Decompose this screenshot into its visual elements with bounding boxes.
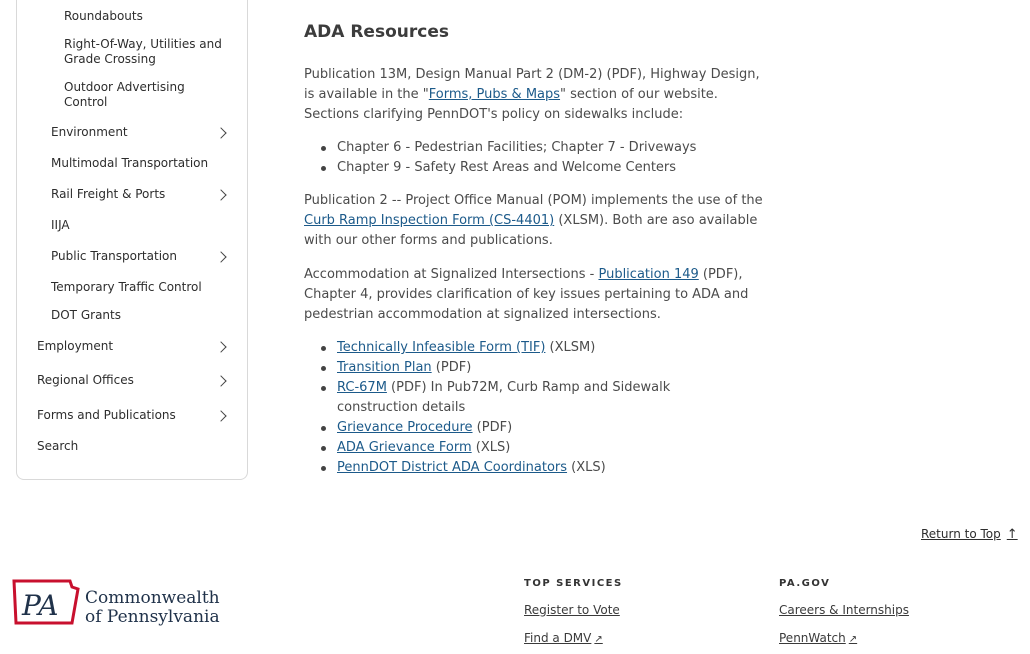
link-label: PennWatch — [779, 631, 846, 645]
forms-pubs-maps-link[interactable]: Forms, Pubs & Maps — [428, 87, 561, 102]
return-to-top-button[interactable] — [921, 527, 1018, 542]
sidebar-item-environment[interactable] — [51, 125, 128, 140]
external-link-icon: ↗ — [594, 634, 603, 645]
sidebar-item-rail-freight[interactable] — [51, 187, 165, 202]
sidebar-item-forms-publications[interactable] — [37, 408, 176, 423]
careers-internships-link[interactable] — [779, 603, 909, 617]
register-to-vote-link[interactable] — [524, 603, 620, 617]
ada-grievance-form-link[interactable]: ADA Grievance Form — [337, 440, 472, 455]
curb-ramp-form-link[interactable]: Curb Ramp Inspection Form (CS-4401) — [304, 213, 555, 228]
sidebar-item-label: DOT Grants — [51, 308, 121, 322]
sidebar-item-roundabouts[interactable] — [64, 9, 143, 24]
file-type: (PDF) In Pub72M, Curb Ramp and Sidewalk construction details — [337, 380, 671, 415]
sidebar-item-iija[interactable] — [51, 218, 70, 233]
chevron-right-icon[interactable] — [215, 341, 226, 352]
district-coordinators-link[interactable]: PennDOT District ADA Coordinators — [337, 460, 568, 475]
chevron-right-icon[interactable] — [215, 127, 226, 138]
logo-mark-text: PA — [22, 589, 59, 622]
sidebar-item-label: Regional Offices — [37, 373, 134, 387]
file-type: (XLSM) — [545, 340, 596, 355]
list-item — [304, 358, 749, 378]
sidebar-item-employment[interactable] — [37, 339, 113, 354]
sidebar-item-dot-grants[interactable] — [51, 308, 121, 323]
sidebar-item-outdoor-advertising[interactable] — [64, 80, 194, 110]
commonwealth-logo-text[interactable] — [85, 589, 220, 627]
sidebar-item-right-of-way[interactable] — [64, 37, 224, 67]
top-services-heading: TOP SERVICES — [524, 578, 623, 589]
paragraph-publication-2 — [304, 191, 774, 251]
sidebar-item-label: Temporary Traffic Control — [51, 280, 202, 294]
arrow-up-icon: ↑ — [1006, 527, 1018, 542]
chevron-right-icon[interactable] — [215, 251, 226, 262]
find-a-dmv-link[interactable] — [524, 631, 603, 645]
transition-plan-link[interactable]: Transition Plan — [337, 360, 432, 375]
file-type: (XLS) — [567, 460, 606, 475]
file-type: (PDF) — [472, 420, 513, 435]
publication-149-link[interactable]: Publication 149 — [598, 267, 699, 282]
sidewalk-chapters-list — [304, 138, 774, 178]
external-link-icon: ↗ — [848, 634, 858, 645]
list-item — [304, 458, 749, 478]
pa-logo-icon[interactable] — [12, 577, 80, 631]
sidebar-item-regional-offices[interactable] — [37, 373, 134, 388]
sidebar-item-label: Environment — [51, 125, 128, 139]
rc-67m-link[interactable]: RC-67M — [337, 380, 387, 395]
sidebar-item-public-transportation[interactable] — [51, 249, 177, 264]
sidebar-item-label: Outdoor Advertising Control — [64, 80, 185, 109]
paragraph-text: Accommodation at Signalized Intersections - — [304, 267, 599, 282]
sidebar-item-search[interactable] — [37, 439, 78, 454]
sidebar-item-temporary-traffic[interactable] — [51, 280, 202, 295]
paragraph-design-manual — [304, 65, 774, 125]
sidebar-item-label: Multimodal Transportation — [51, 156, 209, 170]
pennwatch-link[interactable] — [779, 631, 857, 645]
paragraph-publication-149 — [304, 265, 774, 325]
sidebar-item-label: Employment — [37, 339, 114, 353]
chevron-right-icon[interactable] — [215, 189, 226, 200]
logo-line-1: Commonwealth — [85, 588, 220, 608]
sidebar-item-label: IIJA — [51, 218, 70, 232]
list-item — [304, 378, 749, 418]
file-type: (PDF) — [431, 360, 472, 375]
chevron-right-icon[interactable] — [215, 375, 226, 386]
page-title: ADA Resources — [304, 22, 449, 42]
paragraph-text: (XLSM). Both are aso available with our other forms and publications. — [304, 213, 758, 248]
list-item — [304, 438, 749, 458]
list-item: Chapter 9 - Safety Rest Areas and Welcome Centers — [304, 158, 774, 178]
sidebar-nav — [16, 0, 248, 480]
list-item — [304, 418, 749, 438]
sidebar-item-label: Roundabouts — [64, 9, 143, 23]
link-label: Register to Vote — [524, 603, 620, 617]
list-item: Chapter 6 - Pedestrian Facilities; Chapter 7 - Driveways — [304, 138, 774, 158]
paragraph-text: Publication 13M, Design Manual Part 2 (DM-2) (PDF), Highway Design, is available in the " — [304, 67, 760, 102]
list-item — [304, 338, 749, 358]
paragraph-text: Publication 2 -- Project Office Manual (POM) implements the use of the — [304, 193, 763, 208]
tif-form-link[interactable]: Technically Infeasible Form (TIF) — [337, 340, 546, 355]
link-label: Find a DMV — [524, 631, 592, 645]
pa-gov-heading: PA.GOV — [779, 578, 831, 589]
paragraph-text: " section of our website. Sections clarifying PennDOT's policy on sidewalks include: — [304, 87, 718, 122]
logo-line-2: of Pennsylvania — [85, 607, 220, 627]
ada-resources-list — [304, 338, 749, 478]
link-label: Careers & Internships — [779, 603, 909, 617]
sidebar-item-multimodal[interactable] — [51, 156, 208, 171]
sidebar-item-label: Public Transportation — [51, 249, 177, 263]
chevron-right-icon[interactable] — [215, 410, 226, 421]
file-type: (XLS) — [471, 440, 511, 455]
sidebar-item-label: Forms and Publications — [37, 408, 176, 422]
grievance-procedure-link[interactable]: Grievance Procedure — [337, 420, 473, 435]
sidebar-item-label: Search — [37, 439, 79, 453]
sidebar-item-label: Right-Of-Way, Utilities and Grade Crossing — [64, 37, 222, 66]
return-to-top-label: Return to Top — [921, 527, 1001, 541]
sidebar-item-label: Rail Freight & Ports — [51, 187, 166, 201]
paragraph-text: (PDF), Chapter 4, provides clarification of key issues pertaining to ADA and pedestrian accommodation at signalized intersections. — [304, 267, 749, 322]
